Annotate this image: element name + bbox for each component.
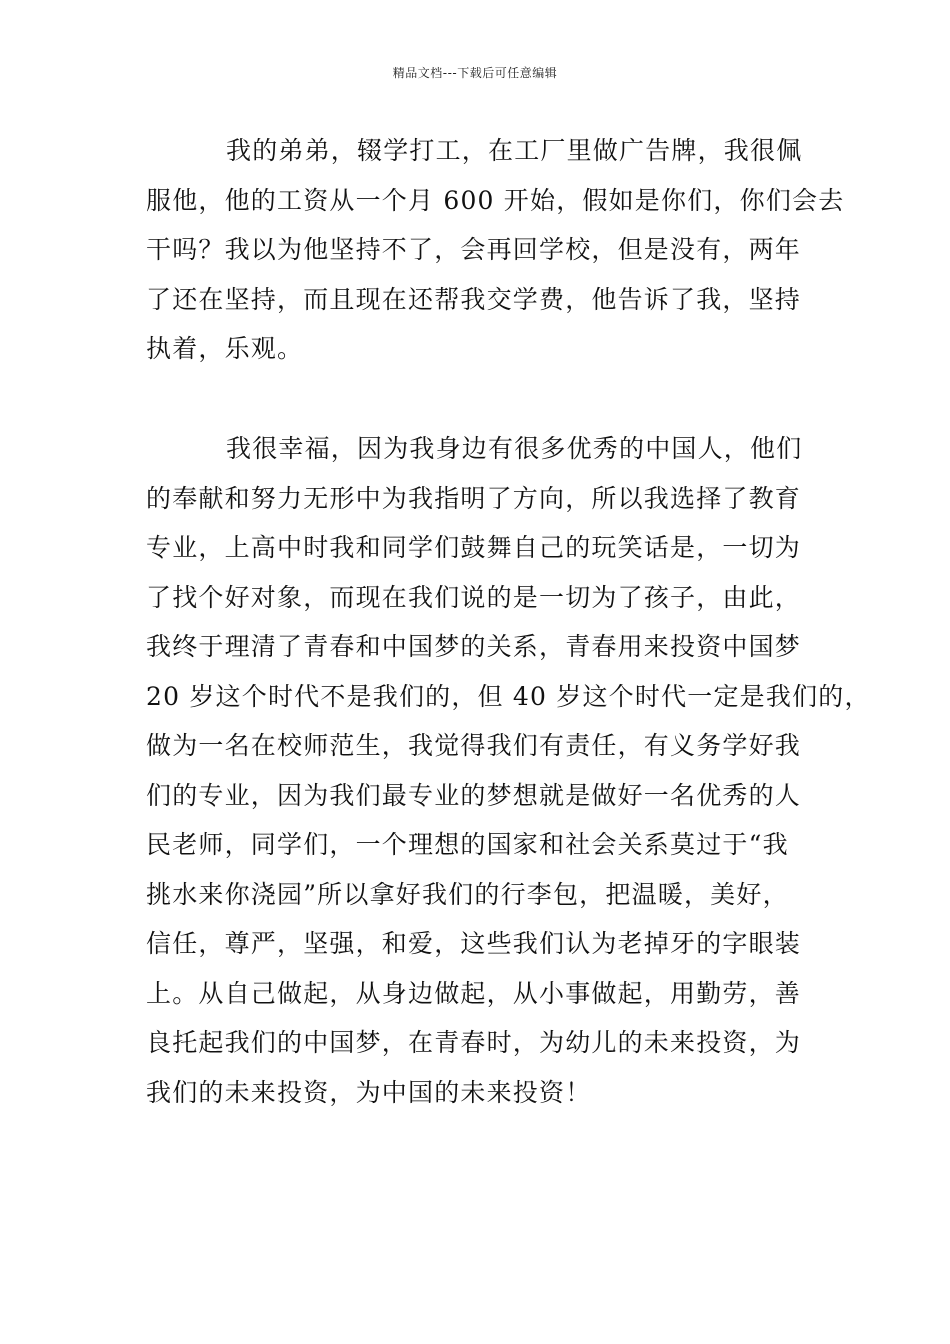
paragraph-2 — [146, 424, 871, 1117]
page-header: 精品文档---下载后可任意编辑 — [392, 66, 558, 80]
text-line: 信任，尊严，坚强，和爱，这些我们认为老掉牙的字眼装 — [146, 929, 802, 958]
text-line: 挑水来你浇园”所以拿好我们的行李包，把温暖，美好， — [146, 879, 789, 909]
text-line: 干吗？我以为他坚持不了，会再回学校，但是没有，两年 — [146, 235, 802, 264]
text-line: 做为一名在校师范生，我觉得我们有责任，有义务学好我 — [146, 731, 802, 760]
text-line: 我很幸福，因为我身边有很多优秀的中国人，他们 — [226, 434, 803, 463]
text-line: 们的专业，因为我们最专业的梦想就是做好一名优秀的人 — [146, 780, 802, 810]
text-line: 上。从自己做起，从身边做起，从小事做起，用勤劳，善 — [146, 978, 802, 1008]
paragraph-1 — [146, 126, 845, 374]
text-line: 了找个好对象，而现在我们说的是一切为了孩子，由此， — [146, 582, 802, 612]
text-line: 了还在坚持，而且现在还帮我交学费，他告诉了我，坚持 — [146, 284, 802, 314]
text-line: 我终于理清了青春和中国梦的关系，青春用来投资中国梦 — [146, 632, 802, 661]
text-line: 我的弟弟，辍学打工，在工厂里做广告牌，我很佩 — [226, 136, 803, 165]
text-line: 专业，上高中时我和同学们鼓舞自己的玩笑话是，一切为 — [146, 533, 802, 562]
text-line: 执着，乐观。 — [146, 334, 304, 363]
text-line: 我们的未来投资，为中国的未来投资！ — [146, 1077, 592, 1107]
text-line: 民老师，同学们，一个理想的国家和社会关系莫过于“我 — [146, 830, 789, 859]
text-line: 的奉献和努力无形中为我指明了方向，所以我选择了教育 — [146, 483, 802, 513]
text-line: 良托起我们的中国梦，在青春时，为幼儿的未来投资，为 — [146, 1028, 802, 1057]
text-line: 20 岁这个时代不是我们的，但 40 岁这个时代一定是我们的， — [146, 681, 871, 711]
text-line: 服他，他的工资从一个月 600 开始，假如是你们，你们会去 — [146, 185, 845, 215]
